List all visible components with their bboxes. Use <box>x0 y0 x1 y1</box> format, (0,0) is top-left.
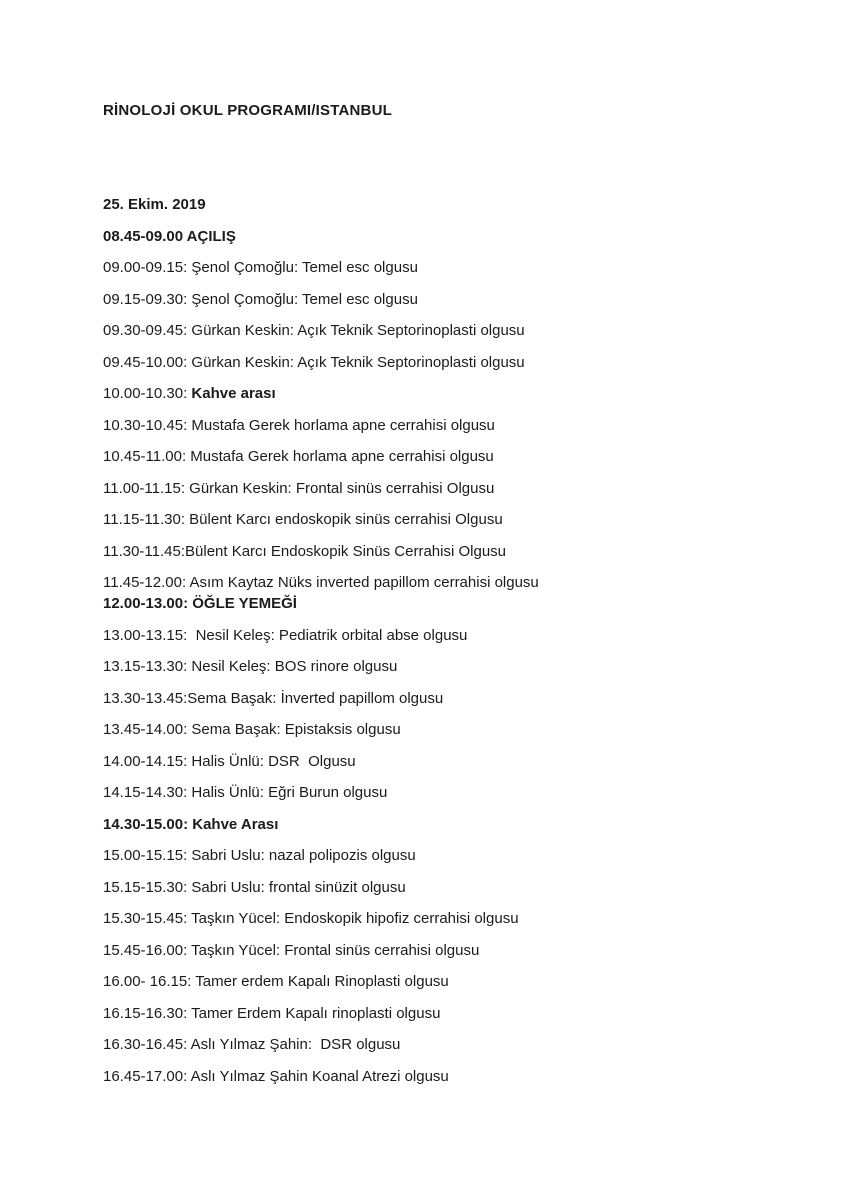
program-entry-text: 13.15-13.30: Nesil Keleş: BOS rinore olgusu <box>103 658 398 675</box>
program-entry <box>103 877 789 898</box>
program-entry <box>103 509 789 530</box>
program-list <box>103 226 789 1087</box>
program-entry-text: 10.00-10.30: <box>103 385 192 402</box>
program-entry-text: 15.45-16.00: Taşkın Yücel: Frontal sinüs cerrahisi olgusu <box>103 941 480 959</box>
program-entry <box>103 257 789 278</box>
program-entry <box>103 226 789 247</box>
program-entry <box>103 845 789 866</box>
program-entry <box>103 593 789 614</box>
program-entry <box>103 1066 789 1087</box>
program-entry-text: 15.00-15.15: Sabri Uslu: nazal polipozis olgusu <box>103 847 416 864</box>
program-entry <box>103 572 789 593</box>
program-entry-text: 09.15-09.30: Şenol Çomoğlu: Temel esc olgusu <box>103 290 418 308</box>
program-entry-bold-text: 14.30-15.00: Kahve Arası <box>103 815 279 833</box>
program-entry-text: 14.15-14.30: Halis Ünlü: Eğri Burun olgusu <box>103 784 388 801</box>
program-entry-text: 09.00-09.15: Şenol Çomoğlu: Temel esc olgusu <box>103 259 418 276</box>
program-entry-text: 09.45-10.00: Gürkan Keskin: Açık Teknik Septorinoplasti olgusu <box>103 353 525 371</box>
program-entry-text: 11.45-12.00: Asım Kaytaz Nüks inverted papillom cerrahisi olgusu <box>103 574 539 591</box>
program-entry-text: 13.45-14.00: Sema Başak: Epistaksis olgusu <box>103 721 401 738</box>
program-entry <box>103 415 789 436</box>
program-entry-text: 09.30-09.45: Gürkan Keskin: Açık Teknik Septorinoplasti olgusu <box>103 322 525 339</box>
program-entry-bold-text: Kahve arası <box>191 385 276 402</box>
program-entry <box>103 446 789 467</box>
program-entry-bold-text: 12.00-13.00: ÖĞLE YEMEĞİ <box>103 595 297 612</box>
program-entry <box>103 1003 789 1024</box>
program-entry <box>103 814 789 835</box>
program-entry <box>103 352 789 373</box>
program-entry-text: 13.30-13.45:Sema Başak: İnverted papillom olgusu <box>103 689 444 707</box>
program-entry-text: 15.15-15.30: Sabri Uslu: frontal sinüzit olgusu <box>103 878 406 896</box>
program-entry-text: 11.30-11.45:Bülent Karcı Endoskopik Sinüs Cerrahisi Olgusu <box>103 542 507 560</box>
program-entry-text: 10.45-11.00: Mustafa Gerek horlama apne cerrahisi olgusu <box>103 448 494 465</box>
program-entry <box>103 940 789 961</box>
document-title: RİNOLOJİ OKUL PROGRAMI/ISTANBUL <box>103 102 392 119</box>
program-entry-text: 11.00-11.15: Gürkan Keskin: Frontal sinüs cerrahisi Olgusu <box>103 479 495 497</box>
program-entry-text: 16.15-16.30: Tamer Erdem Kapalı rinoplasti olgusu <box>103 1004 441 1022</box>
program-entry <box>103 541 789 562</box>
program-entry <box>103 1034 789 1055</box>
program-date: 25. Ekim. 2019 <box>103 196 206 213</box>
program-entry <box>103 625 789 646</box>
program-entry <box>103 478 789 499</box>
program-entry <box>103 971 789 992</box>
program-entry <box>103 751 789 772</box>
program-entry <box>103 782 789 803</box>
program-entry <box>103 289 789 310</box>
program-entry-bold-text: 08.45-09.00 AÇILIŞ <box>103 227 236 245</box>
program-entry-text: 16.00- 16.15: Tamer erdem Kapalı Rinoplasti olgusu <box>103 973 449 990</box>
program-entry <box>103 383 789 404</box>
program-entry <box>103 688 789 709</box>
program-entry <box>103 656 789 677</box>
program-entry-text: 10.30-10.45: Mustafa Gerek horlama apne cerrahisi olgusu <box>103 416 495 434</box>
program-entry-text: 15.30-15.45: Taşkın Yücel: Endoskopik hipofiz cerrahisi olgusu <box>103 910 519 927</box>
program-entry-text: 13.00-13.15: Nesil Keleş: Pediatrik orbital abse olgusu <box>103 626 468 644</box>
program-entry-text: 16.45-17.00: Aslı Yılmaz Şahin Koanal Atrezi olgusu <box>103 1067 449 1085</box>
program-entry <box>103 320 789 341</box>
program-entry-text: 16.30-16.45: Aslı Yılmaz Şahin: DSR olgusu <box>103 1036 401 1053</box>
program-entry-text: 14.00-14.15: Halis Ünlü: DSR Olgusu <box>103 752 356 770</box>
program-entry <box>103 908 789 929</box>
program-entry <box>103 719 789 740</box>
program-entry-text: 11.15-11.30: Bülent Karcı endoskopik sinüs cerrahisi Olgusu <box>103 511 503 528</box>
